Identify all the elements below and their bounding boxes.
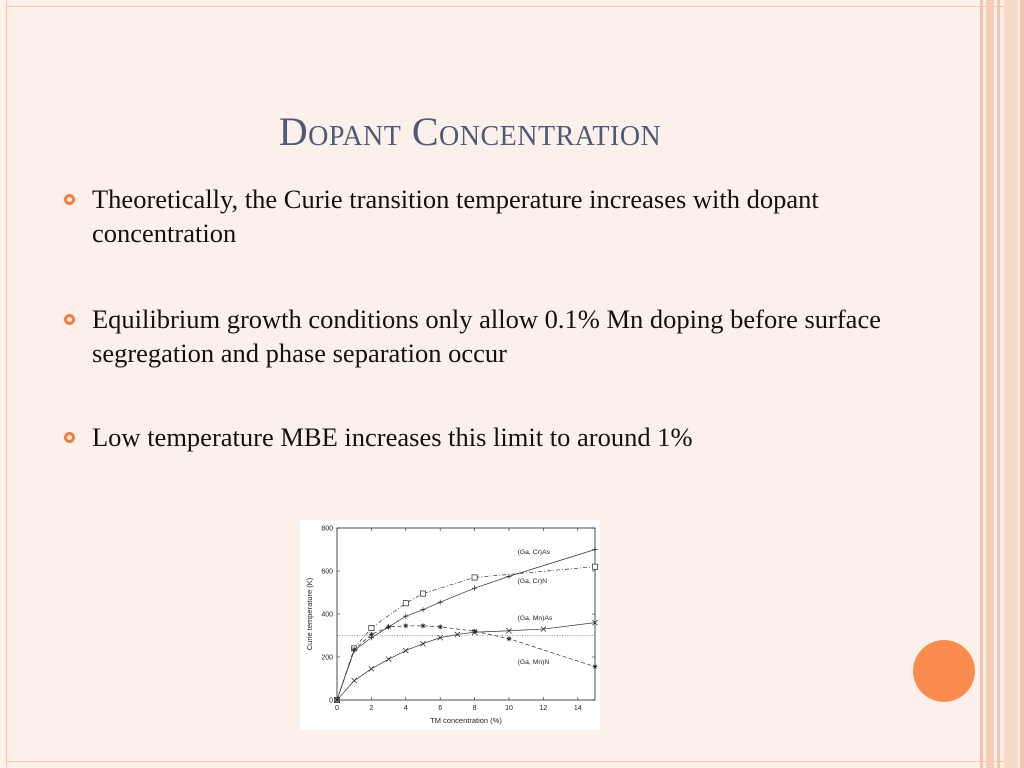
data-point-square <box>420 591 425 596</box>
bullet-circle-icon <box>64 432 75 443</box>
data-point-asterisk <box>592 664 597 669</box>
decor-stripe <box>1020 0 1024 768</box>
data-point-square <box>369 625 374 630</box>
data-point-asterisk <box>403 623 408 628</box>
data-point-plus <box>592 547 597 552</box>
data-point-plus <box>420 607 425 612</box>
data-point-asterisk <box>506 636 511 641</box>
series-label: (Ga, Cr)As <box>517 548 551 556</box>
chart-svg <box>300 520 600 730</box>
data-point-asterisk <box>438 624 443 629</box>
data-point-cross <box>420 641 425 646</box>
bullet-item <box>62 420 932 454</box>
x-tick-label: 12 <box>539 705 548 712</box>
bullet-text: Low temperature MBE increases this limit to around 1% <box>92 422 693 452</box>
series-label: (Ga, Mn)N <box>517 658 550 666</box>
data-point-asterisk <box>420 623 425 628</box>
x-tick-label: 8 <box>472 705 477 712</box>
bullet-circle-icon <box>64 314 75 325</box>
x-axis-label: TM concentration (%) <box>430 716 502 725</box>
bullet-text: Theoretically, the Curie transition temperature increases with dopant concentration <box>92 184 819 248</box>
data-point-asterisk <box>352 647 357 652</box>
frame-line-top <box>6 6 1006 7</box>
bullet-list <box>62 182 932 454</box>
decor-circle <box>913 640 975 702</box>
frame-line-bottom <box>6 761 1006 762</box>
x-tick-label: 2 <box>369 705 374 712</box>
decor-stripe <box>1004 0 1018 768</box>
decor-stripe <box>997 0 1000 768</box>
data-point-cross <box>403 648 408 653</box>
data-point-square <box>472 575 477 580</box>
data-point-square <box>592 564 597 569</box>
series-label: (Ga, Cr)N <box>517 577 548 585</box>
curie-temperature-chart <box>300 520 600 730</box>
data-point-plus <box>472 586 477 591</box>
x-tick-label: 4 <box>403 705 408 712</box>
data-point-plus <box>403 614 408 619</box>
y-tick-label: 200 <box>321 654 333 662</box>
data-point-asterisk <box>472 629 477 634</box>
y-tick-label: 600 <box>321 568 333 576</box>
x-tick-label: 6 <box>438 705 443 712</box>
bullet-item <box>62 302 932 370</box>
y-axis-label: Curie temperature (K) <box>305 577 314 651</box>
series-line <box>337 626 595 700</box>
y-tick-label: 800 <box>321 525 333 533</box>
decor-stripe <box>986 0 994 768</box>
bullet-text: Equilibrium growth conditions only allow 0.1% Mn doping before surface segregation and phase separation occur <box>92 304 881 368</box>
x-tick-label: 0 <box>335 705 339 712</box>
data-point-square <box>403 601 408 606</box>
slide-title: Dopant Concentration <box>278 109 662 154</box>
series-line <box>337 550 595 701</box>
y-tick-label: 400 <box>321 611 333 619</box>
x-tick-label: 10 <box>505 705 513 712</box>
bullet-circle-icon <box>64 194 75 205</box>
y-tick-label: 0 <box>329 697 333 705</box>
x-tick-label: 14 <box>573 705 582 712</box>
decor-stripe <box>980 0 983 768</box>
data-point-cross <box>386 657 391 662</box>
data-point-cross <box>369 666 374 671</box>
data-point-asterisk <box>386 624 391 629</box>
data-point-plus <box>438 600 443 605</box>
data-point-cross <box>352 678 357 683</box>
series-label: (Ga, Mn)As <box>517 615 553 623</box>
bullet-item <box>62 182 932 250</box>
plot-frame <box>337 528 595 700</box>
series-line <box>337 623 595 700</box>
